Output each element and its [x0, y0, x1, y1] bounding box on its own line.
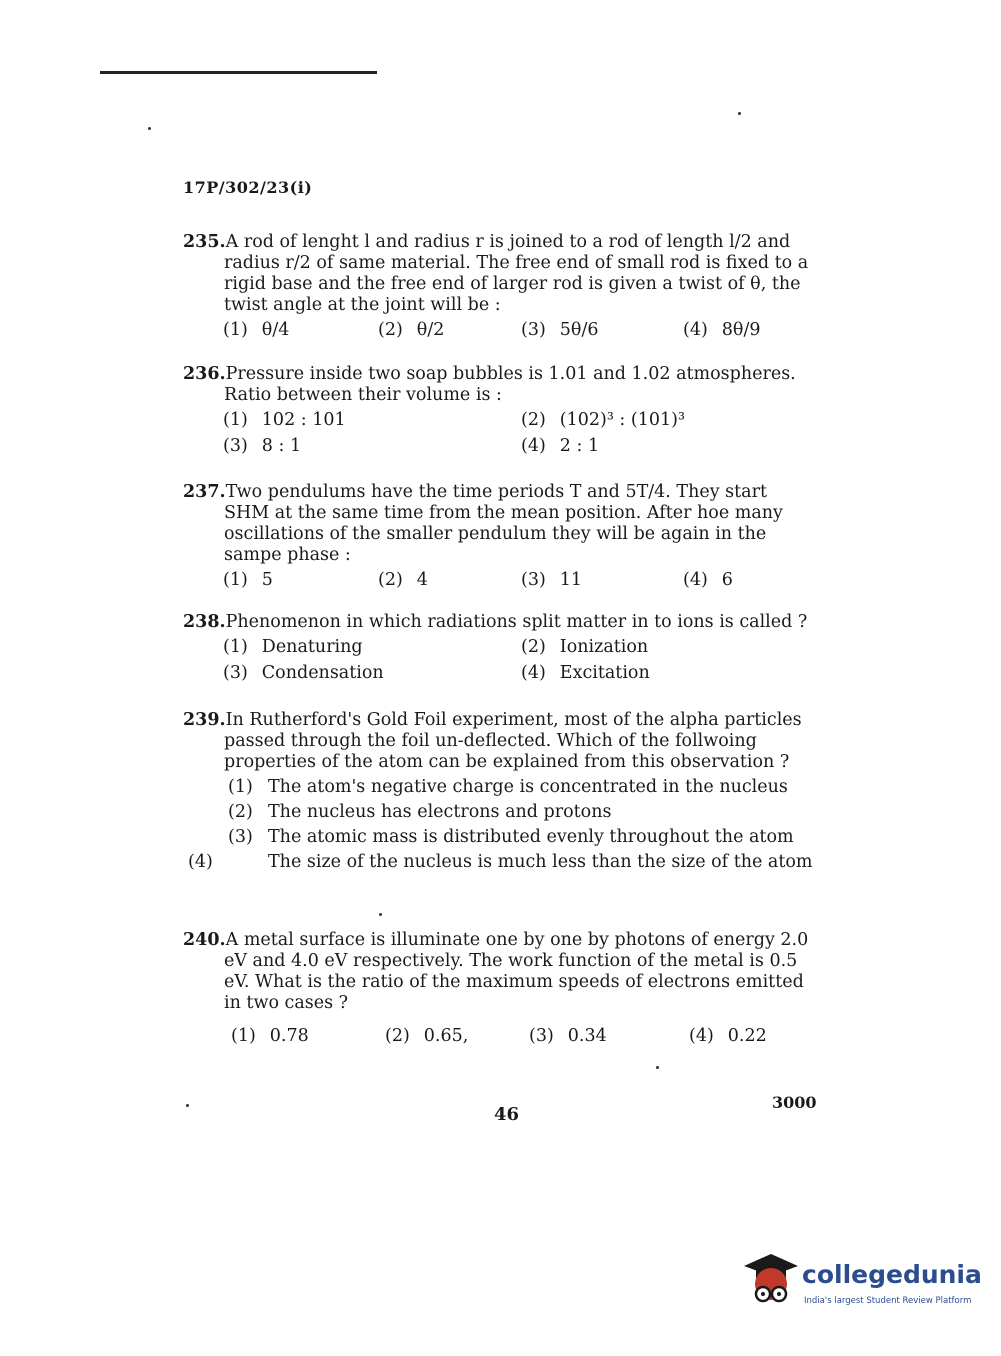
question-line: oscillations of the smaller pendulum they will be again in the — [224, 524, 767, 544]
option-2: (2) The nucleus has electrons and protons — [228, 802, 612, 822]
option-1: (1) 0.78 — [231, 1026, 309, 1046]
option-3: (3) 0.34 — [529, 1026, 607, 1046]
option-1: (1) Denaturing — [223, 637, 363, 657]
question-238 — [183, 612, 813, 687]
scan-speck — [656, 1066, 659, 1069]
question-line: eV. What is the ratio of the maximum speeds of electrons emitted — [224, 972, 804, 992]
question-line: radius r/2 of same material. The free end of small rod is fixed to a — [224, 253, 809, 273]
option-3: (3) The atomic mass is distributed evenly throughout the atom — [228, 827, 794, 847]
option-4: (4) Excitation — [521, 663, 650, 683]
question-line: SHM at the same time from the mean position. After hoe many — [224, 503, 783, 523]
option-3: (3) 11 — [521, 570, 583, 590]
option-1: (1) 5 — [223, 570, 273, 590]
collegedunia-logo[interactable] — [742, 1250, 982, 1318]
scan-speck — [148, 127, 151, 130]
question-line: In Rutherford's Gold Foil experiment, most of the alpha particles — [225, 710, 802, 730]
option-2: (2) Ionization — [521, 637, 649, 657]
question-line: passed through the foil un-deflected. Which of the follwoing — [224, 731, 757, 751]
question-number: 237. — [183, 482, 226, 502]
question-235 — [183, 232, 813, 344]
question-line: Ratio between their volume is : — [224, 385, 502, 405]
option-4: (4) 8θ/9 — [683, 320, 761, 340]
question-line: sampe phase : — [224, 545, 351, 565]
question-line: Phenomenon in which radiations split matter in to ions is called ? — [225, 612, 808, 632]
question-236 — [183, 364, 813, 460]
question-line: twist angle at the joint will be : — [224, 295, 501, 315]
mascot-icon — [742, 1250, 800, 1308]
option-2: (2) θ/2 — [378, 320, 445, 340]
option-1: (1) 102 : 101 — [223, 410, 346, 430]
top-rule — [100, 71, 377, 74]
question-line: rigid base and the free end of larger rod is given a twist of θ, the — [224, 274, 801, 294]
logo-tagline: India's largest Student Review Platform — [804, 1296, 972, 1306]
question-line: in two cases ? — [224, 993, 349, 1013]
question-line: Pressure inside two soap bubbles is 1.01 and 1.02 atmospheres. — [225, 364, 796, 384]
question-number: 240. — [183, 930, 226, 950]
option-2: (2) 4 — [378, 570, 428, 590]
question-line: eV and 4.0 eV respectively. The work function of the metal is 0.5 — [224, 951, 798, 971]
question-line: properties of the atom can be explained from this observation ? — [224, 752, 790, 772]
question-237 — [183, 482, 813, 594]
option-1: (1) θ/4 — [223, 320, 290, 340]
question-line: Two pendulums have the time periods T and 5T/4. They start — [225, 482, 767, 502]
option-4: (4) 2 : 1 — [521, 436, 600, 456]
question-number: 238. — [183, 612, 226, 632]
question-line: A metal surface is illuminate one by one by photons of energy 2.0 — [225, 930, 809, 950]
option-3: (3) Condensation — [223, 663, 384, 683]
option-3: (3) 5θ/6 — [521, 320, 599, 340]
option-2: (2) (102)³ : (101)³ — [521, 410, 685, 430]
option-4: (4) The size of the nucleus is much less than the size of the atom — [188, 852, 813, 872]
question-240 — [183, 930, 813, 1050]
question-number: 235. — [183, 232, 226, 252]
scan-speck — [738, 112, 741, 115]
question-line: A rod of lenght l and radius r is joined to a rod of length l/2 and — [225, 232, 791, 252]
paper-code: 17P/302/23(i) — [183, 178, 313, 197]
question-239 — [183, 710, 813, 873]
scan-speck — [186, 1104, 189, 1107]
option-1: (1) The atom's negative charge is concentrated in the nucleus — [228, 777, 788, 797]
page-number: 46 — [494, 1104, 520, 1125]
option-3: (3) 8 : 1 — [223, 436, 302, 456]
question-number: 239. — [183, 710, 226, 730]
option-4: (4) 6 — [683, 570, 733, 590]
question-number: 236. — [183, 364, 226, 384]
scan-speck — [379, 913, 382, 916]
logo-name: collegedunia — [802, 1260, 982, 1289]
option-2: (2) 0.65, — [385, 1026, 469, 1046]
option-4: (4) 0.22 — [689, 1026, 767, 1046]
print-count: 3000 — [772, 1093, 817, 1112]
